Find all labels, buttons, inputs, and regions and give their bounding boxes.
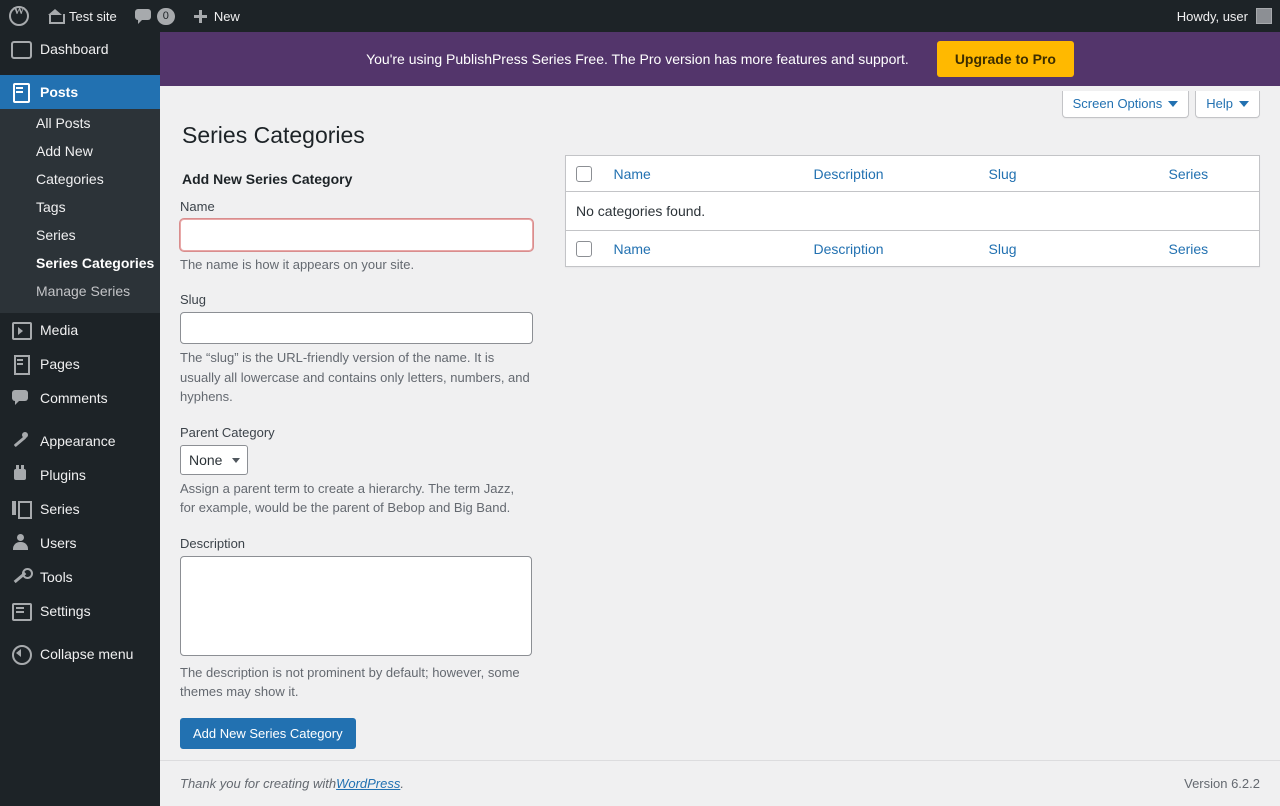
sort-link-series[interactable]: Series xyxy=(1168,165,1209,182)
sidebar-item-plugins[interactable] xyxy=(0,458,160,492)
admin-sidebar xyxy=(0,32,160,806)
slug-label: Slug xyxy=(180,292,207,308)
table-footer-row xyxy=(566,231,1260,267)
site-name-label: Test site xyxy=(69,8,117,24)
column-footer-name[interactable] xyxy=(604,231,804,267)
add-series-category-form xyxy=(180,197,535,749)
sidebar-item-comments[interactable] xyxy=(0,381,160,415)
posts-submenu xyxy=(0,109,160,313)
sort-link-name[interactable]: Name xyxy=(613,165,651,182)
sidebar-item-users[interactable] xyxy=(0,526,160,560)
column-header-name[interactable] xyxy=(604,155,804,191)
sidebar-item-label: Settings xyxy=(40,603,91,619)
parent-label: Parent Category xyxy=(180,424,275,440)
site-name-menu[interactable] xyxy=(38,0,126,32)
table-foot xyxy=(566,231,1260,267)
wordpress-link[interactable]: WordPress xyxy=(336,776,401,791)
avatar xyxy=(1256,8,1272,24)
admin-footer xyxy=(160,760,1280,806)
select-all-header xyxy=(566,155,604,191)
new-label: New xyxy=(213,8,240,24)
column-header-description[interactable] xyxy=(804,155,979,191)
comments-bubble[interactable] xyxy=(126,0,184,32)
sidebar-item-tools[interactable] xyxy=(0,560,160,594)
plus-icon xyxy=(193,9,208,24)
collapse-icon xyxy=(11,644,31,664)
footer-thanks-suffix: . xyxy=(400,776,404,791)
wordpress-version: Version 6.2.2 xyxy=(1184,776,1260,791)
select-all-checkbox[interactable] xyxy=(576,166,592,182)
screen-options-label: Screen Options xyxy=(1072,96,1163,111)
column-header-series[interactable] xyxy=(1159,155,1260,191)
publishpress-upgrade-banner xyxy=(160,32,1280,86)
column-header-slug[interactable] xyxy=(979,155,1159,191)
no-items-cell: No categories found. xyxy=(576,203,706,220)
name-field-group xyxy=(180,197,535,275)
submenu-item-manage-series[interactable]: Manage Series xyxy=(36,283,131,299)
sidebar-item-label: Dashboard xyxy=(40,41,109,57)
sort-link-description[interactable]: Description xyxy=(813,165,884,182)
description-help: The description is not prominent by default; however, some themes may show it. xyxy=(180,664,520,700)
submenu-item-all-posts[interactable]: All Posts xyxy=(36,115,91,131)
name-input[interactable] xyxy=(180,219,533,251)
select-all-checkbox-footer[interactable] xyxy=(576,241,592,257)
sidebar-item-label: Pages xyxy=(40,356,80,372)
submenu-item-categories[interactable]: Categories xyxy=(36,171,104,187)
name-label: Name xyxy=(180,198,215,214)
home-icon xyxy=(47,8,63,24)
description-label: Description xyxy=(180,535,246,551)
sort-link-slug[interactable]: Slug xyxy=(988,165,1017,182)
sidebar-item-label: Plugins xyxy=(40,467,86,483)
sidebar-item-label: Tools xyxy=(40,569,73,585)
column-footer-slug[interactable] xyxy=(979,231,1159,267)
sidebar-item-series[interactable] xyxy=(0,492,160,526)
page-wrap xyxy=(160,112,1280,749)
pages-icon xyxy=(11,354,31,374)
comment-count: 0 xyxy=(157,8,175,25)
submenu-item-tags[interactable]: Tags xyxy=(36,199,66,215)
sort-link-name-footer[interactable]: Name xyxy=(613,240,651,257)
menu-separator xyxy=(0,66,160,75)
slug-input[interactable] xyxy=(180,312,533,344)
sidebar-item-pages[interactable] xyxy=(0,347,160,381)
media-icon xyxy=(11,320,31,340)
series-icon xyxy=(11,499,31,519)
terms-list-column xyxy=(565,155,1260,268)
table-head xyxy=(566,155,1260,191)
name-description: The name is how it appears on your site. xyxy=(180,256,415,272)
dashboard-icon xyxy=(11,39,31,59)
description-field-group xyxy=(180,534,535,702)
chevron-down-icon xyxy=(1239,101,1249,107)
parent-category-select[interactable] xyxy=(180,445,248,475)
submenu-item-add-new[interactable]: Add New xyxy=(36,143,93,159)
sidebar-item-settings[interactable] xyxy=(0,594,160,628)
appearance-icon xyxy=(11,431,31,451)
sort-link-series-footer[interactable]: Series xyxy=(1168,240,1209,257)
sidebar-item-label: Media xyxy=(40,322,79,338)
sidebar-item-appearance[interactable] xyxy=(0,424,160,458)
sidebar-item-label: Appearance xyxy=(40,433,116,449)
sort-link-slug-footer[interactable]: Slug xyxy=(988,240,1017,257)
sidebar-item-label: Comments xyxy=(40,390,108,406)
slug-description: The “slug” is the URL-friendly version of the name. It is usually all lowercase and contains only letters, numbers, and hyphens. xyxy=(180,350,530,405)
sidebar-item-media[interactable] xyxy=(0,313,160,347)
sidebar-item-dashboard[interactable] xyxy=(0,32,160,66)
page-title: Series Categories xyxy=(182,122,365,148)
new-content-menu[interactable] xyxy=(184,0,249,32)
submenu-item-series-categories[interactable]: Series Categories xyxy=(36,255,155,271)
description-textarea[interactable] xyxy=(180,556,532,656)
collapse-menu-button[interactable] xyxy=(0,637,160,671)
upgrade-to-pro-button[interactable]: Upgrade to Pro xyxy=(937,41,1074,77)
users-icon xyxy=(11,533,31,553)
columns xyxy=(180,155,1260,749)
chevron-down-icon xyxy=(1168,101,1178,107)
collapse-menu-label: Collapse menu xyxy=(40,646,134,662)
select-all-footer-header xyxy=(566,231,604,267)
footer-thanks-prefix: Thank you for creating with xyxy=(180,776,337,791)
parent-select-wrap xyxy=(180,445,248,475)
table-body xyxy=(566,192,1260,231)
tools-icon xyxy=(11,567,31,587)
help-label: Help xyxy=(1206,96,1233,111)
sidebar-item-posts[interactable] xyxy=(0,75,160,109)
sidebar-item-label: Users xyxy=(40,535,77,551)
menu-separator xyxy=(0,628,160,637)
sidebar-item-label: Posts xyxy=(40,84,79,100)
parent-field-group xyxy=(180,423,535,518)
table-row-empty xyxy=(566,192,1260,231)
column-footer-description[interactable] xyxy=(804,231,979,267)
sort-link-description-footer[interactable]: Description xyxy=(813,240,884,257)
column-footer-series[interactable] xyxy=(1159,231,1260,267)
content-area xyxy=(160,32,1280,806)
submenu-item-series[interactable]: Series xyxy=(36,227,76,243)
form-heading: Add New Series Category xyxy=(182,170,353,187)
settings-icon xyxy=(11,601,31,621)
parent-description: Assign a parent term to create a hierarchy. The term Jazz, for example, would be the parent of Bebop and Big Band. xyxy=(180,480,515,516)
my-account-menu[interactable] xyxy=(1177,0,1280,32)
slug-field-group xyxy=(180,290,535,407)
table-header-row xyxy=(566,155,1260,191)
comment-icon xyxy=(135,9,151,23)
comments-icon xyxy=(11,388,31,408)
admin-bar xyxy=(0,0,1280,32)
posts-icon xyxy=(11,82,31,102)
add-term-form-column xyxy=(180,155,535,749)
banner-message: You're using PublishPress Series Free. The Pro version has more features and support. xyxy=(366,51,909,67)
add-new-series-category-button[interactable]: Add New Series Category xyxy=(180,718,356,749)
wordpress-logo-icon xyxy=(9,6,29,26)
sidebar-item-label: Series xyxy=(40,501,80,517)
plugins-icon xyxy=(11,465,31,485)
howdy-label: Howdy, user xyxy=(1176,8,1248,24)
series-categories-table xyxy=(565,155,1260,268)
wp-logo-menu[interactable] xyxy=(0,0,38,32)
menu-separator xyxy=(0,415,160,424)
